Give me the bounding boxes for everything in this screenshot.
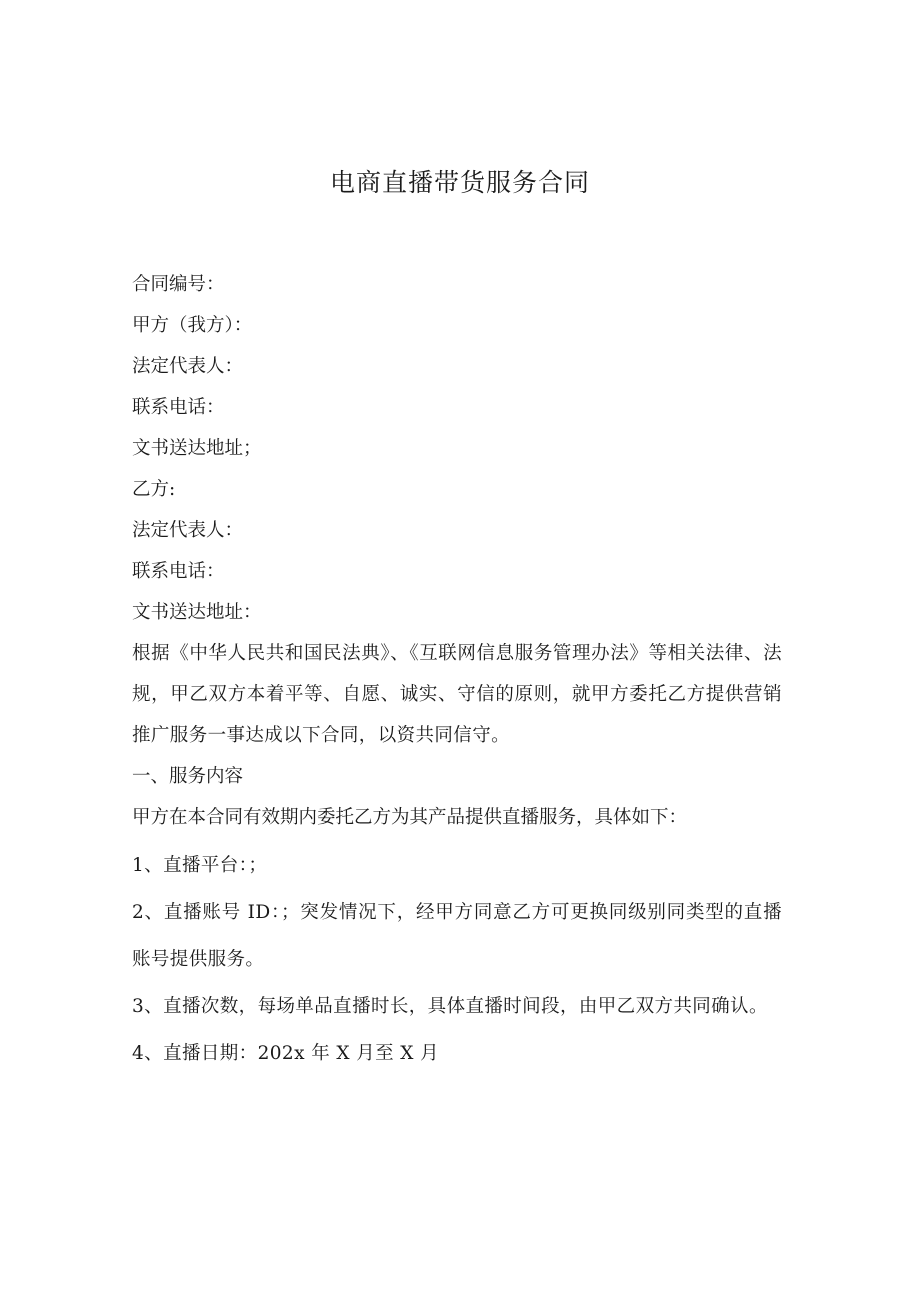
party-a-line: 甲方（我方）：: [132, 315, 253, 336]
party-a-address-line: 文书送达地址；: [132, 438, 262, 459]
list-item-date: 4、直播日期：202x 年 X 月至 X 月: [132, 1043, 440, 1064]
list-item-count: 3、直播次数，每场单品直播时长，具体直播时间段，由甲乙双方共同确认。: [132, 996, 768, 1017]
party-b-representative-line: 法定代表人：: [132, 520, 244, 541]
section-heading: 一、服务内容: [132, 766, 244, 787]
contract-number-line: 合同编号：: [132, 274, 225, 295]
document-title: 电商直播带货服务合同: [329, 168, 590, 197]
document-body: [132, 264, 782, 1077]
party-a-representative-line: 法定代表人：: [132, 356, 244, 377]
preamble-paragraph: 根据《中华人民共和国民法典》、《互联网信息服务管理办法》等相关法律、法规，甲乙双方本着平等、自愿、诚实、守信的原则，就甲方委托乙方提供营销推广服务一事达成以下合同，以资共同信守。: [132, 643, 782, 746]
list-item-platform: 1、直播平台：；: [132, 855, 268, 876]
list-item-account-id: 2、直播账号 ID：；突发情况下，经甲方同意乙方可更换同级别同类型的直播账号提供服务。: [132, 902, 782, 970]
section-intro: 甲方在本合同有效期内委托乙方为其产品提供直播服务，具体如下：: [132, 807, 688, 828]
party-b-phone-line: 联系电话：: [132, 561, 225, 582]
party-b-address-line: 文书送达地址：: [132, 602, 262, 623]
party-b-line: 乙方:: [132, 479, 176, 500]
party-a-phone-line: 联系电话：: [132, 397, 225, 418]
